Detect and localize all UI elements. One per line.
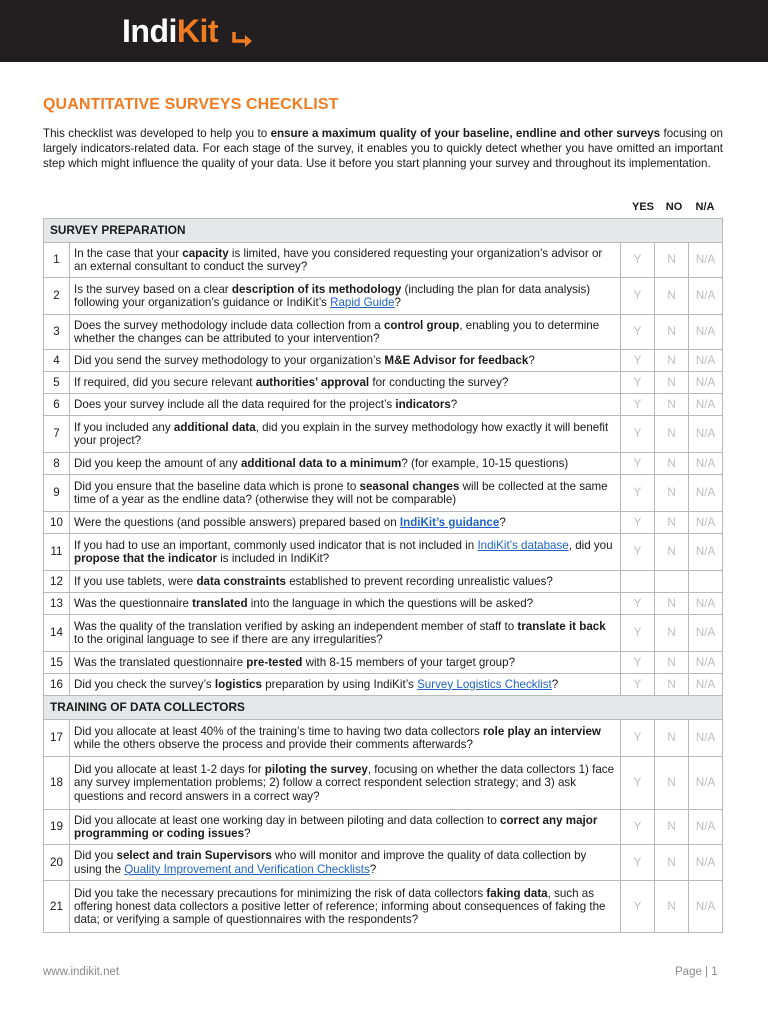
no-cell[interactable]: N (655, 593, 689, 615)
item-question (70, 243, 621, 278)
na-cell[interactable]: N/A (689, 394, 723, 416)
yes-cell[interactable]: Y (621, 652, 655, 674)
checklist-row (44, 350, 723, 372)
yes-cell[interactable]: Y (621, 416, 655, 453)
section-title: TRAINING OF DATA COLLECTORS (44, 696, 723, 720)
item-question (70, 416, 621, 453)
item-number: 3 (44, 315, 70, 350)
item-number: 7 (44, 416, 70, 453)
question-text: Was the questionnaire (74, 596, 193, 610)
question-text: Did you allocate at least one working day in between piloting and data collection to (74, 813, 501, 827)
page-title: QUANTITATIVE SURVEYS CHECKLIST (43, 96, 339, 113)
yes-cell[interactable]: Y (621, 615, 655, 652)
checklist-row (44, 652, 723, 674)
item-question (70, 571, 621, 593)
yes-cell[interactable]: Y (621, 475, 655, 512)
question-text: who will monitor and improve the quality of data collection by using the (74, 849, 587, 876)
question-text: ? (for example, 10-15 questions) (401, 456, 569, 470)
question-text: Did you allocate at least 1-2 days for (74, 763, 265, 777)
question-emphasis: correct any major programming or coding issues (74, 813, 598, 840)
item-number: 6 (44, 394, 70, 416)
yes-cell[interactable]: Y (621, 512, 655, 534)
checklist-row (44, 243, 723, 278)
question-emphasis: authorities’ approval (255, 375, 370, 389)
no-cell[interactable]: N (655, 475, 689, 512)
question-text: Did you check the survey’s (74, 677, 215, 691)
question-text: with 8-15 members of your target group? (302, 655, 516, 669)
yes-cell[interactable]: Y (621, 453, 655, 475)
item-number: 15 (44, 652, 70, 674)
question-link[interactable]: IndiKit’s guidance (399, 515, 500, 529)
question-text: If required, did you secure relevant (74, 375, 256, 389)
no-cell[interactable]: N (655, 615, 689, 652)
question-text: , did you (568, 538, 613, 552)
yes-cell[interactable]: Y (621, 278, 655, 315)
na-cell[interactable]: N/A (689, 315, 723, 350)
no-cell[interactable]: N (655, 416, 689, 453)
no-cell[interactable]: N (655, 810, 689, 845)
item-question (70, 372, 621, 394)
checklist-row (44, 394, 723, 416)
checklist-row (44, 593, 723, 615)
no-cell[interactable]: N (655, 512, 689, 534)
item-question (70, 394, 621, 416)
question-emphasis: select and train Supervisors (116, 849, 272, 863)
item-number: 17 (44, 720, 70, 757)
item-number: 11 (44, 534, 70, 571)
item-question (70, 757, 621, 810)
question-text: Was the quality of the translation verified by asking an independent member of staff to (74, 619, 518, 633)
item-number: 18 (44, 757, 70, 810)
yes-cell[interactable]: Y (621, 757, 655, 810)
no-cell[interactable]: N (655, 652, 689, 674)
no-cell[interactable]: N (655, 674, 689, 696)
header-bar (0, 0, 768, 62)
na-cell[interactable]: N/A (689, 757, 723, 810)
checklist-row (44, 278, 723, 315)
item-question (70, 475, 621, 512)
yes-cell[interactable]: Y (621, 674, 655, 696)
question-text: Did you send the survey methodology to your organization’s (74, 353, 385, 367)
checklist-row (44, 845, 723, 881)
yes-cell[interactable]: Y (621, 315, 655, 350)
question-text: If you included any (74, 420, 174, 434)
checklist-row (44, 475, 723, 512)
na-cell[interactable]: N/A (689, 475, 723, 512)
no-cell[interactable]: N (655, 243, 689, 278)
question-text: for conducting the survey? (369, 375, 509, 389)
checklist-row (44, 810, 723, 845)
question-text: Does your survey include all the data required for the project’s (74, 397, 396, 411)
yes-cell[interactable]: Y (621, 534, 655, 571)
no-cell[interactable]: N (655, 372, 689, 394)
question-emphasis: additional data to a minimum (240, 456, 402, 470)
item-number: 9 (44, 475, 70, 512)
question-text: Did you ensure that the baseline data which is prone to (74, 479, 360, 493)
question-link[interactable]: Survey Logistics Checklist (417, 677, 552, 691)
yes-cell[interactable]: Y (621, 810, 655, 845)
na-cell[interactable]: N/A (689, 720, 723, 757)
yes-column-header: YES (631, 201, 654, 213)
item-number: 2 (44, 278, 70, 315)
checklist-row (44, 571, 723, 593)
checklist-row (44, 757, 723, 810)
question-emphasis: control group (383, 318, 460, 332)
question-link[interactable]: Quality Improvement and Verification Checklists (124, 862, 370, 876)
na-cell[interactable]: N/A (689, 278, 723, 315)
na-cell[interactable]: N/A (689, 534, 723, 571)
question-text: is included in IndiKit? (217, 552, 330, 565)
yes-cell[interactable]: Y (621, 881, 655, 933)
item-question (70, 512, 621, 534)
question-text: , focusing on whether the data collectors 1) face any survey implementation problems; 2) follow a correct respondent selection strategy; and 3) ask questions and record answers in a correct way? (74, 763, 615, 803)
item-question (70, 593, 621, 615)
no-cell[interactable]: N (655, 315, 689, 350)
question-text: Were the questions (and possible answers) prepared based on (74, 515, 400, 529)
question-text: ? (499, 515, 506, 529)
question-emphasis: seasonal changes (359, 479, 460, 493)
yes-cell[interactable]: Y (621, 372, 655, 394)
yes-cell[interactable]: Y (621, 845, 655, 881)
question-text: ? (369, 862, 377, 876)
question-text: In the case that your (74, 246, 183, 260)
item-question (70, 278, 621, 315)
item-question (70, 845, 621, 881)
checklist-row (44, 315, 723, 350)
item-question (70, 720, 621, 757)
item-question (70, 315, 621, 350)
question-emphasis: logistics (214, 677, 262, 691)
na-cell[interactable]: N/A (689, 881, 723, 933)
question-text: Was the translated questionnaire (74, 655, 247, 669)
no-cell[interactable] (655, 571, 689, 593)
na-column-header: N/A (695, 201, 715, 213)
item-question (70, 615, 621, 652)
yes-cell[interactable]: Y (621, 243, 655, 278)
question-emphasis: indicators (395, 397, 451, 411)
na-cell[interactable]: N/A (689, 512, 723, 534)
checklist-row (44, 512, 723, 534)
no-column-header: NO (665, 201, 683, 213)
na-cell[interactable]: N/A (689, 674, 723, 696)
question-text: to the original language to see if there are any irregularities? (74, 633, 383, 646)
item-question (70, 652, 621, 674)
question-text: Is the survey based on a clear (74, 282, 232, 296)
checklist-row (44, 453, 723, 475)
question-text: ? (394, 296, 401, 309)
no-cell[interactable]: N (655, 394, 689, 416)
item-number: 12 (44, 571, 70, 593)
no-cell[interactable]: N (655, 278, 689, 315)
question-text: , such as offering honest data collectors a positive letter of reference; informing about consequences of faking the data; or verifying a sample of questionnaires with the respondents? (74, 886, 606, 927)
indikit-logo: IndiKit (122, 13, 219, 49)
question-text: Did you take the necessary precautions for minimizing the risk of data collectors (74, 886, 487, 900)
item-number: 16 (44, 674, 70, 696)
yes-cell[interactable]: Y (621, 394, 655, 416)
question-text: ? (528, 353, 535, 367)
question-text: ? (551, 677, 559, 691)
item-number: 13 (44, 593, 70, 615)
checklist-row (44, 372, 723, 394)
question-text: is limited, have you considered requesting your organization’s advisor or an external consultant to conduct the survey? (74, 246, 603, 273)
item-number: 14 (44, 615, 70, 652)
section-header (44, 696, 723, 720)
item-number: 5 (44, 372, 70, 394)
question-text: , enabling you to determine whether the changes can be attributed to your intervention? (74, 318, 600, 345)
item-number: 4 (44, 350, 70, 372)
item-question (70, 350, 621, 372)
na-cell[interactable]: N/A (689, 652, 723, 674)
footer-website: www.indikit.net (43, 966, 120, 978)
no-cell[interactable]: N (655, 350, 689, 372)
na-cell[interactable]: N/A (689, 810, 723, 845)
item-question (70, 453, 621, 475)
question-link[interactable]: Rapid Guide (330, 296, 395, 309)
item-number: 8 (44, 453, 70, 475)
question-emphasis: translate it back (517, 619, 606, 633)
yes-cell[interactable] (621, 571, 655, 593)
na-cell[interactable]: N/A (689, 845, 723, 881)
checklist-row (44, 881, 723, 933)
item-question (70, 674, 621, 696)
answer-column-headers (0, 201, 768, 215)
na-cell[interactable]: N/A (689, 350, 723, 372)
question-emphasis: description of its methodology (231, 282, 402, 296)
yes-cell[interactable]: Y (621, 593, 655, 615)
na-cell[interactable]: N/A (689, 372, 723, 394)
item-number: 10 (44, 512, 70, 534)
question-text: Does the survey methodology include data collection from a (74, 318, 384, 332)
intro-paragraph: This checklist was developed to help you to ensure a maximum quality of your baseline, endline and other surveys focusing on largely indicators-related data. For each stage of the survey, it enables you to quickly detect whether you have omitted an important step which might influence the quality of your data. Use it before you start planning your survey and throughout its implementation. (43, 127, 723, 170)
checklist-row (44, 674, 723, 696)
yes-cell[interactable]: Y (621, 720, 655, 757)
na-cell[interactable]: N/A (689, 243, 723, 278)
yes-cell[interactable]: Y (621, 350, 655, 372)
na-cell[interactable]: N/A (689, 453, 723, 475)
question-emphasis: propose that the indicator (74, 552, 217, 565)
question-emphasis: role play an interview (483, 724, 601, 738)
question-text: ? (244, 827, 251, 840)
na-cell[interactable]: N/A (689, 416, 723, 453)
item-number: 20 (44, 845, 70, 881)
question-emphasis: data constraints (196, 574, 287, 588)
question-text: preparation by using IndiKit’s (261, 677, 418, 691)
no-cell[interactable]: N (655, 453, 689, 475)
checklist-table (43, 218, 723, 933)
na-cell[interactable]: N/A (689, 593, 723, 615)
question-text: ? (450, 397, 458, 411)
question-text: (including the plan for data analysis) following your organization’s guidance or IndiKit’s (74, 282, 591, 309)
question-emphasis: piloting the survey (264, 763, 368, 777)
item-question (70, 881, 621, 933)
question-emphasis: M&E Advisor for feedback (384, 353, 529, 367)
item-number: 19 (44, 810, 70, 845)
checklist-row (44, 416, 723, 453)
question-text: into the language in which the questions will be asked? (247, 596, 534, 610)
question-emphasis: translated (192, 596, 248, 610)
item-number: 1 (44, 243, 70, 278)
question-text: established to prevent recording unrealistic values? (286, 574, 553, 588)
footer-page-number: Page | 1 (675, 966, 718, 978)
no-cell[interactable]: N (655, 534, 689, 571)
question-text: Did you allocate at least 40% of the training’s time to having two data collectors (74, 724, 484, 738)
question-text: , did you explain in the survey methodology how exactly it will benefit your project? (74, 420, 609, 447)
logo-arrow-icon (232, 30, 254, 48)
question-text: Did you (74, 849, 117, 863)
question-text: If you had to use an important, commonly used indicator that is not included in (74, 538, 478, 552)
checklist-row (44, 720, 723, 757)
item-number: 21 (44, 881, 70, 933)
section-header (44, 219, 723, 243)
no-cell[interactable]: N (655, 757, 689, 810)
question-text: If you use tablets, were (74, 574, 197, 588)
question-emphasis: capacity (182, 246, 229, 260)
question-emphasis: faking data (486, 886, 548, 900)
question-text: Did you keep the amount of any (74, 456, 241, 470)
no-cell[interactable]: N (655, 720, 689, 757)
item-question (70, 810, 621, 845)
section-title: SURVEY PREPARATION (44, 219, 723, 243)
checklist-row (44, 534, 723, 571)
question-emphasis: additional data (173, 420, 256, 434)
question-link[interactable]: IndiKit’s database (477, 538, 569, 552)
checklist-row (44, 615, 723, 652)
no-cell[interactable]: N (655, 881, 689, 933)
question-emphasis: pre-tested (246, 655, 303, 669)
na-cell[interactable] (689, 571, 723, 593)
question-text: will be collected at the same time of a year as the endline data? (otherwise they will not be comparable) (74, 479, 608, 506)
na-cell[interactable]: N/A (689, 615, 723, 652)
item-question (70, 534, 621, 571)
no-cell[interactable]: N (655, 845, 689, 881)
question-text: while the others observe the process and provide their comments afterwards? (74, 738, 473, 751)
